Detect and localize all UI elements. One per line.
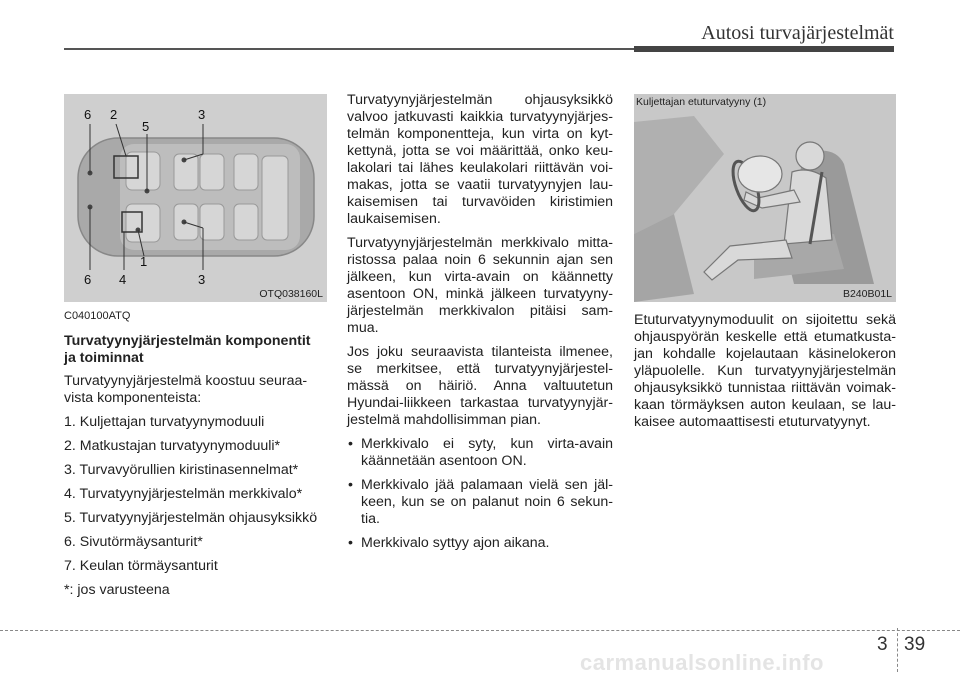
callout-5: 5 bbox=[142, 119, 150, 134]
footer-divider bbox=[897, 628, 898, 672]
driver-airbag-figure bbox=[634, 94, 896, 302]
paragraph: Etuturvatyynymoduulit on sijoitettu sekä ohjauspyörän keskelle että etumatkusta- jan kohdalle kojelautaan käsinelokeron yläpuolelle. Kun turvatyynyjärjestelmän ohjausyksikkö tunnistaa riittävän voimak- kaan törmäyksen auton keulaan, se lau- kaisee automaattisesti etuturvatyynyt. bbox=[634, 312, 896, 430]
section-title: Autosi turvajärjestelmät bbox=[701, 22, 894, 44]
figure-code: B240B01L bbox=[842, 288, 892, 300]
paragraph: Turvatyynyjärjestelmän merkkivalo mitta- ristossa palaa noin 6 sekunnin ajan sen jälkeen, kun virta-avain on käännetty asentoon ON, minkä jälkeen turvatyyny- järjestelmän merkkivalon pitäisi sam- mua. bbox=[347, 235, 613, 336]
callout-3-top: 3 bbox=[198, 107, 206, 122]
header-rule-accent bbox=[634, 46, 894, 52]
airbag-components-figure bbox=[64, 94, 327, 302]
callout-6-bottom: 6 bbox=[84, 272, 92, 287]
bullet-item: • Merkkivalo syttyy ajon aikana. bbox=[347, 535, 613, 552]
component-item: 6. Sivutörmäysanturit* bbox=[64, 534, 203, 550]
driver-airbag-illustration bbox=[634, 94, 896, 302]
column-right bbox=[634, 312, 896, 438]
figure-caption: Kuljettajan etuturvatyyny (1) bbox=[636, 96, 767, 108]
section-number: 3 bbox=[877, 634, 888, 655]
callout-4: 4 bbox=[119, 272, 127, 287]
column-middle bbox=[347, 92, 613, 559]
section-code: C040100ATQ bbox=[64, 310, 131, 322]
intro-text: Turvatyynyjärjestelmä koostuu seuraa- vista komponenteista: bbox=[64, 373, 308, 406]
component-item: 3. Turvavyörullien kiristinasennelmat* bbox=[64, 462, 299, 478]
callout-3-bottom: 3 bbox=[198, 272, 206, 287]
bullet-item: • Merkkivalo ei syty, kun virta-avain käännetään asentoon ON. bbox=[347, 436, 613, 470]
component-item: 7. Keulan törmäysanturit bbox=[64, 558, 218, 574]
page-number: 39 bbox=[904, 634, 926, 655]
car-topview-illustration bbox=[64, 94, 327, 302]
watermark: carmanualsonline.info bbox=[580, 650, 824, 675]
bullet-item: • Merkkivalo jää palamaan vielä sen jäl- keen, kun se on palanut noin 6 sekun- tia. bbox=[347, 477, 613, 528]
footer-rule bbox=[0, 630, 960, 631]
paragraph: Jos joku seuraavista tilanteista ilmenee, se merkitsee, että turvatyynyjärjestel- mässä on häiriö. Anna valtuutetun Hyundai-liikkeen tarkastaa turvatyynyjär- jestelmä mahdollisimman pian. bbox=[347, 344, 613, 428]
footnote: *: jos varusteena bbox=[64, 582, 170, 598]
bullet-list bbox=[347, 436, 613, 552]
callout-2: 2 bbox=[110, 107, 118, 122]
paragraph: Turvatyynyjärjestelmän ohjausyksikkö valvoo jatkuvasti kaikkia turvatyynyjärjes- telmän komponentteja, kun virta on kyt- kettynä, jotta se voi määrittää, onko keu- lakolari tai lähes keulakolari riittävän voi- makas, jotta se vaatii turvatyynyjen lau- kaisemisen tai turvavöiden kiristimien laukaisemisen. bbox=[347, 92, 613, 227]
component-item: 4. Turvatyynyjärjestelmän merkkivalo* bbox=[64, 486, 303, 502]
component-item: 2. Matkustajan turvatyynymoduuli* bbox=[64, 438, 281, 454]
component-item: 1. Kuljettajan turvatyynymoduuli bbox=[64, 414, 265, 430]
figure-code: OTQ038160L bbox=[259, 288, 323, 300]
component-item: 5. Turvatyynyjärjestelmän ohjausyksikkö bbox=[64, 510, 318, 526]
callout-1: 1 bbox=[140, 254, 148, 269]
section-heading: Turvatyynyjärjestelmän komponentit ja toiminnat bbox=[64, 333, 311, 366]
column-left bbox=[64, 308, 326, 606]
callout-6-top: 6 bbox=[84, 107, 92, 122]
